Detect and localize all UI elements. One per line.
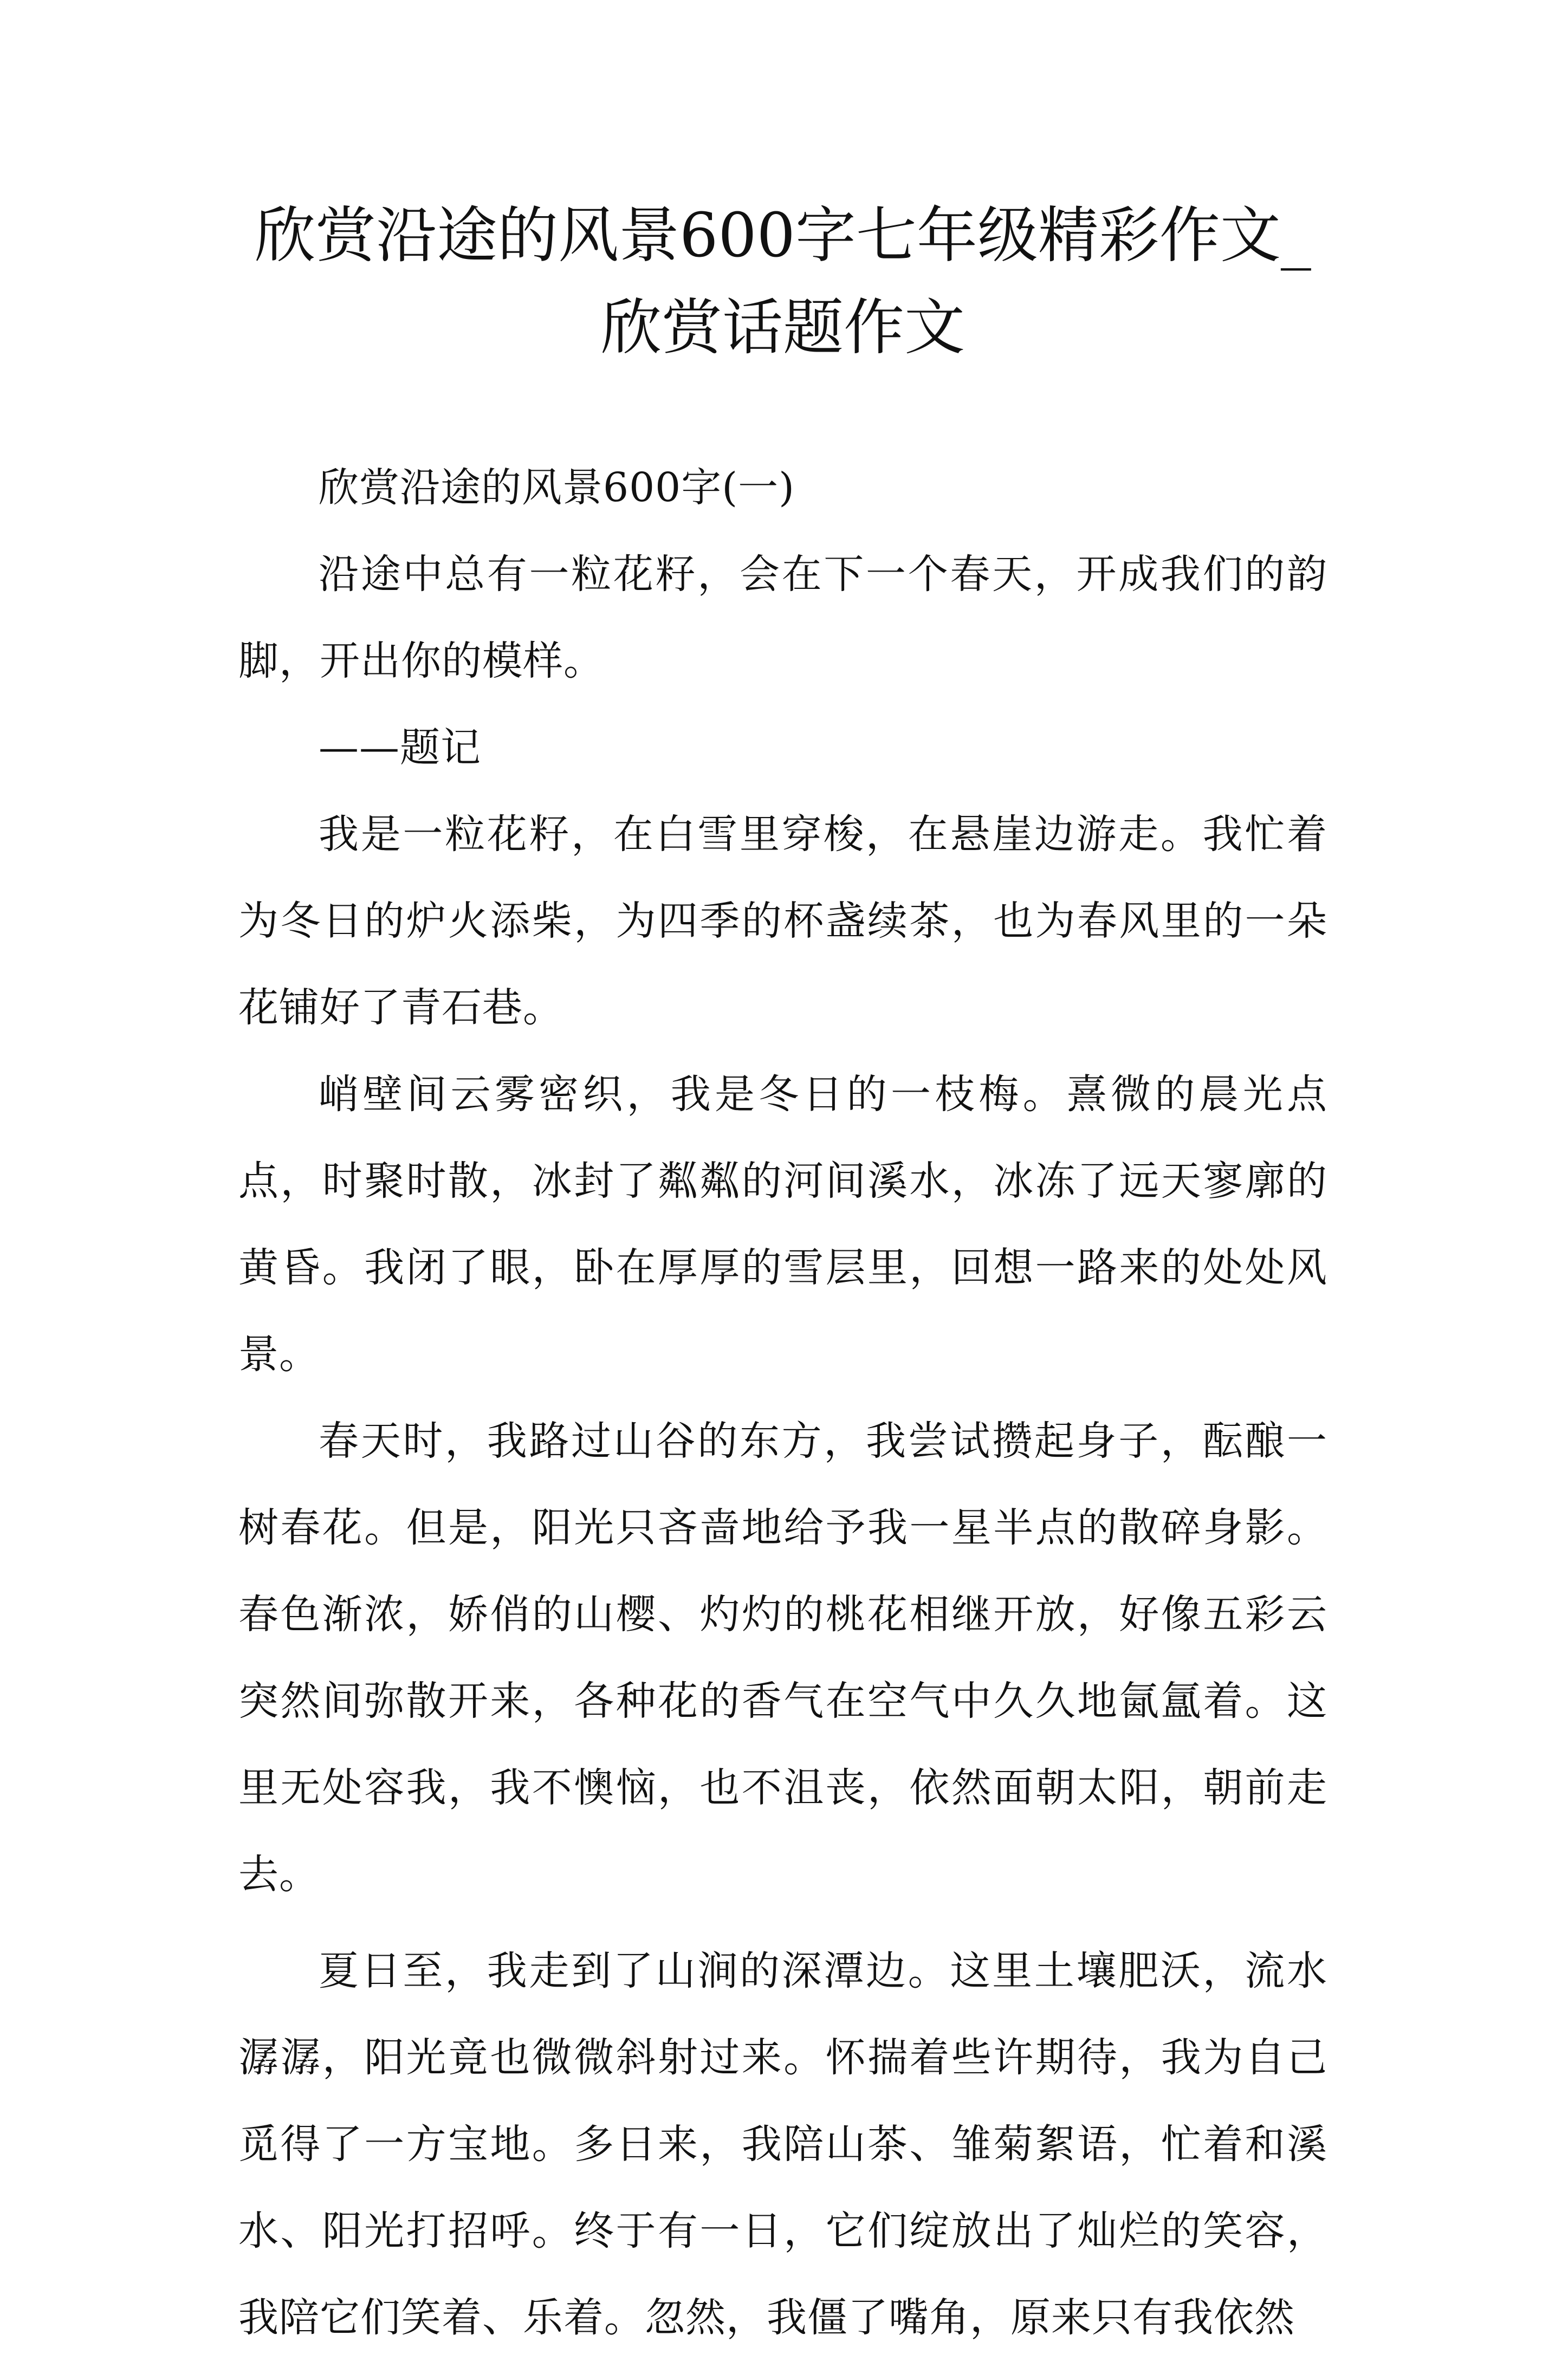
body-paragraph: 我是一粒花籽，在白雪里穿梭，在悬崖边游走。我忙着为冬日的炉火添柴，为四季的杯盏续茶，也为春风里的一朵花铺好了青石巷。 (238, 811, 1327, 1031)
document-title: 欣赏沿途的风景600字七年级精彩作文_欣赏话题作文 (255, 200, 1311, 363)
section-subtitle: 欣赏沿途的风景600字(一) (319, 464, 795, 511)
epigraph-attribution: ——题记 (319, 724, 481, 771)
epigraph-paragraph: 沿途中总有一粒花籽，会在下一个春天，开成我们的韵脚，开出你的模样。 (238, 551, 1327, 684)
body-paragraph: 夏日至，我走到了山涧的深潭边。这里土壤肥沃，流水潺潺，阳光竟也微微斜射过来。怀揣着些许期待，我为自己觅得了一方宝地。多日来，我陪山茶、雏菊絮语，忙着和溪水、阳光打招呼。终于有一日，它们绽放出了灿烂的笑容，我陪它们笑着、乐着。忽然，我僵了嘴角，原来只有我依然 (238, 1948, 1327, 2341)
body-paragraph: 峭壁间云雾密织，我是冬日的一枝梅。熹微的晨光点点，时聚时散，冰封了粼粼的河间溪水，冰冻了远天寥廓的黄昏。我闭了眼，卧在厚厚的雪层里，回想一路来的处处风景。 (238, 1071, 1327, 1378)
document-body (238, 444, 1327, 2361)
body-paragraph: 春天时，我路过山谷的东方，我尝试攒起身子，酝酿一树春花。但是，阳光只吝啬地给予我一星半点的散碎身影。春色渐浓，娇俏的山樱、灼灼的桃花相继开放，好像五彩云突然间弥散开来，各种花的香气在空气中久久地氤氲着。这里无处容我，我不懊恼，也不沮丧，依然面朝太阳，朝前走去。 (238, 1418, 1327, 1898)
